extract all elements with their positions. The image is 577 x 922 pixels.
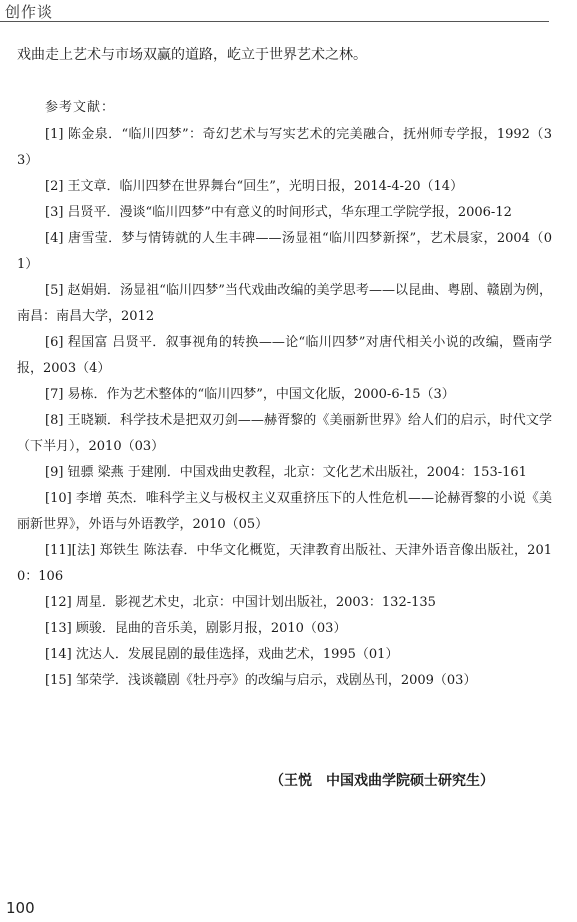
- reference-item: [4] 唐雪莹．梦与情铸就的人生丰碑——汤显祖“临川四梦新探”，艺术晨家，2004（01）: [17, 231, 552, 272]
- section-title: 创作谈: [5, 3, 54, 21]
- reference-item: [6] 程国富 吕贤平．叙事视角的转换——论“临川四梦”对唐代相关小说的改编，暨南学报，2003（4）: [17, 335, 552, 376]
- page-number: 100: [6, 899, 35, 917]
- reference-item: [3] 吕贤平．漫谈“临川四梦”中有意义的时间形式，华东理工学院学报，2006-12: [45, 205, 512, 220]
- references-heading: 参考文献：: [45, 100, 116, 115]
- reference-item: [8] 王晓颖．科学技术是把双刃剑——赫胥黎的《美丽新世界》给人们的启示，时代文学（下半月），2010（03）: [17, 413, 552, 454]
- reference-item: [9] 钮骠 梁燕 于建刚．中国戏曲史教程，北京：文化艺术出版社，2004：153-161: [45, 465, 527, 480]
- reference-item: [5] 赵娟娟．汤显祖“临川四梦”当代戏曲改编的美学思考——以昆曲、粤剧、赣剧为例，南昌：南昌大学，2012: [17, 283, 552, 324]
- reference-item: [2] 王文章．临川四梦在世界舞台“回生”，光明日报，2014-4-20（14）: [45, 179, 464, 194]
- reference-item: [13] 顾骏．昆曲的音乐美，剧影月报，2010（03）: [45, 621, 347, 636]
- reference-item: [7] 易栋．作为艺术整体的“临川四梦”，中国文化版，2000-6-15（3）: [45, 387, 455, 402]
- reference-item: [10] 李增 英杰．唯科学主义与极权主义双重挤压下的人性危机——论赫胥黎的小说《美丽新世界》，外语与外语教学，2010（05）: [17, 491, 552, 532]
- header-divider: [0, 21, 549, 22]
- reference-item: [15] 邹荣学．浅谈赣剧《牡丹亭》的改编与启示，戏剧丛刊，2009（03）: [45, 673, 477, 688]
- intro-paragraph: 戏曲走上艺术与市场双赢的道路，屹立于世界艺术之林。: [17, 47, 367, 63]
- reference-item: [12] 周星．影视艺术史，北京：中国计划出版社，2003：132-135: [45, 595, 436, 610]
- reference-item: [14] 沈达人．发展昆剧的最佳选择，戏曲艺术，1995（01）: [45, 647, 399, 662]
- author-signature: （王悦 中国戏曲学院硕士研究生）: [270, 773, 494, 789]
- reference-item: [1] 陈金泉．“临川四梦”：奇幻艺术与写实艺术的完美融合，抚州师专学报，1992（33）: [17, 127, 552, 168]
- reference-list: [17, 122, 552, 694]
- page-header: [0, 0, 577, 24]
- reference-item: [11][法] 郑铁生 陈法春．中华文化概览，天津教育出版社、天津外语音像出版社，2010：106: [17, 543, 552, 584]
